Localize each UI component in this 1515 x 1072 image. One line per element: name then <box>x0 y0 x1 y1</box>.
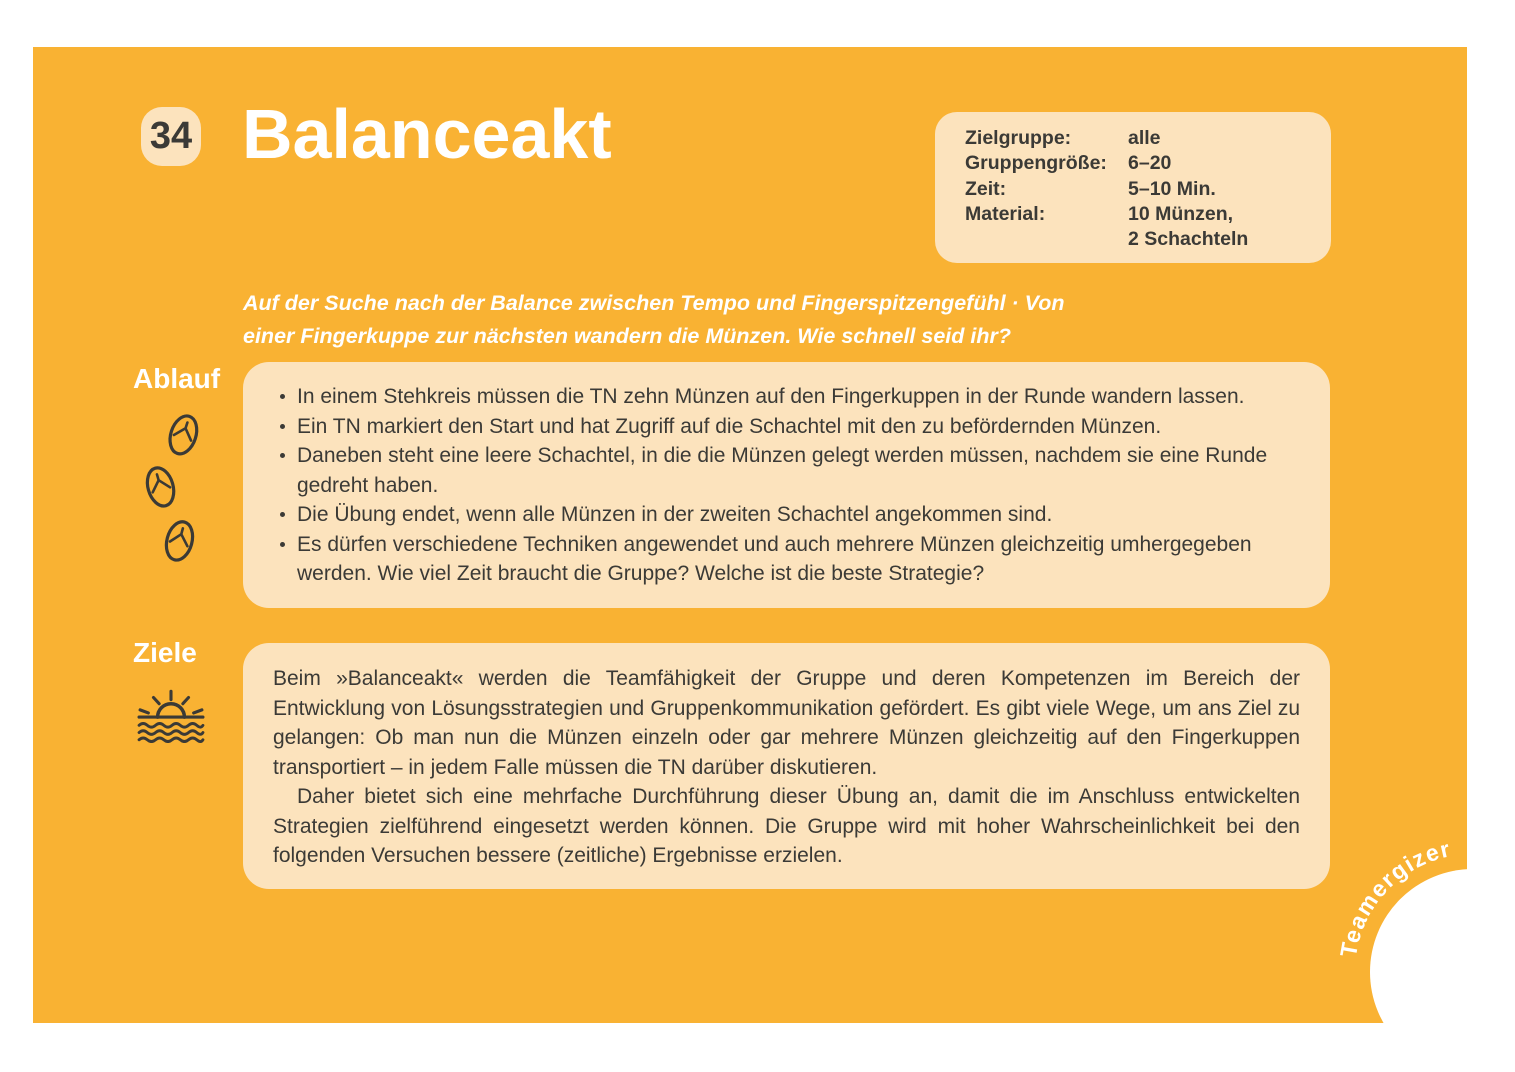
bullet-item: Ein TN markiert den Start und hat Zugriff auf die Schachtel mit den zu befördernden Münzen. <box>273 412 1292 442</box>
info-value: 5–10 Min. <box>1128 177 1216 200</box>
info-label <box>965 227 1128 252</box>
ziele-box <box>243 643 1330 889</box>
bullet-item: Daneben steht eine leere Schachtel, in die die Münzen gelegt werden müssen, nachdem sie eine Runde gedreht haben. <box>273 441 1292 500</box>
ablauf-box <box>243 362 1330 608</box>
info-row <box>965 227 1331 252</box>
info-label: Zeit: <box>965 177 1007 200</box>
exercise-card <box>33 47 1467 1023</box>
info-value: alle <box>1128 127 1161 149</box>
ablauf-bullet-list <box>273 382 1292 589</box>
brand-arc <box>1320 800 1515 1072</box>
info-row <box>965 202 1331 227</box>
intro-line-1: Auf der Suche nach der Balance zwischen Tempo und Fingerspitzengefühl · Von <box>243 291 1065 315</box>
info-value: 6–20 <box>1128 152 1172 175</box>
exercise-number: 34 <box>149 115 193 157</box>
info-label: Material: <box>965 202 1046 225</box>
exercise-number-badge <box>141 107 201 166</box>
info-value: 2 Schachteln <box>1128 228 1249 251</box>
info-row <box>965 126 1331 151</box>
bullet-item: In einem Stehkreis müssen die TN zehn Münzen auf den Fingerkuppen in der Runde wandern lassen. <box>273 382 1292 412</box>
section-heading-ablauf: Ablauf <box>133 363 221 394</box>
intro-line-2: einer Fingerkuppe zur nächsten wandern die Münzen. Wie schnell seid ihr? <box>243 324 1011 348</box>
ziele-paragraph-2: Daher bietet sich eine mehrfache Durchführung dieser Übung an, damit die im Anschluss entwickelten Strategien zielführend eingesetzt werden können. Die Gruppe wird mit hoher Wahrscheinlichkeit bei den folgenden Versuchen bessere (zeitliche) Ergebnisse erzielen. <box>273 785 1300 867</box>
flip-flops-icon <box>139 403 223 571</box>
info-label: Gruppengröße: <box>965 152 1107 175</box>
bullet-item: Es dürfen verschiedene Techniken angewendet und auch mehrere Münzen gleichzeitig umhergegeben werden. Wie viel Zeit braucht die Gruppe? Welche ist die beste Strategie? <box>273 530 1292 589</box>
intro-text <box>243 287 1064 353</box>
info-box <box>935 112 1331 263</box>
info-row <box>965 177 1331 202</box>
info-row <box>965 151 1331 176</box>
svg-text:Teamergizer <box>1335 835 1453 959</box>
info-value: 10 Münzen, <box>1128 202 1234 225</box>
info-label: Zielgruppe: <box>965 127 1072 149</box>
sunset-sea-icon <box>137 685 205 743</box>
brand-text: Teamergizer <box>1334 835 1454 959</box>
ziele-paragraph-1: Beim »Balanceakt« werden die Teamfähigkeit der Gruppe und deren Kompetenzen im Bereich der Entwicklung von Lösungsstrategien und Gruppenkommunikation gefördert. Es gibt viele Wege, um ans Ziel zu gelangen: Ob man nun die Münzen einzeln oder gar mehrere Münzen gleichzeitig auf den Fingerkuppen transportiert – in jedem Falle müssen die TN darüber diskutieren. <box>273 667 1300 779</box>
page-title: Balanceakt <box>242 95 612 173</box>
bullet-item: Die Übung endet, wenn alle Münzen in der zweiten Schachtel angekommen sind. <box>273 500 1292 530</box>
section-heading-ziele: Ziele <box>133 637 197 668</box>
